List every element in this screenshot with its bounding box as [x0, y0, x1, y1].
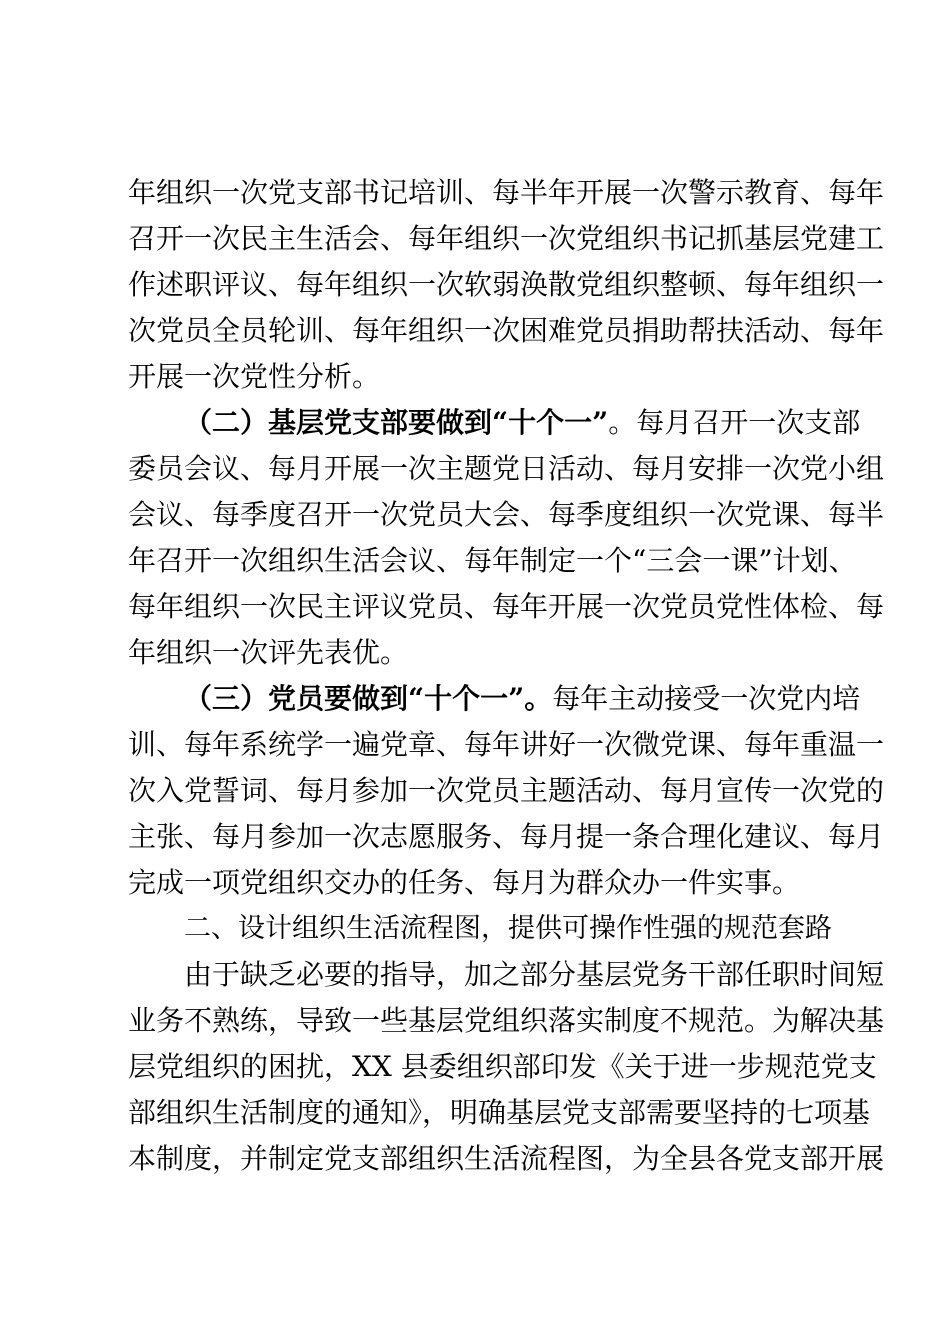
para1-line-2: 召开一次民主生活会、每年组织一次党组织书记抓基层党建工: [128, 222, 885, 255]
para2-line-5: 年组织一次评先表优。: [128, 636, 409, 669]
para4-line-2: 层党组织的困扰，XX 县委组织部印发《关于进一步规范党支: [128, 1050, 877, 1083]
para2-line-2: 会议、每季度召开一次党员大会、每季度组织一次党课、每半: [128, 498, 885, 531]
para1-line-5: 开展一次党性分析。: [128, 360, 381, 393]
para1-line-3: 作述职评议、每年组织一次软弱涣散党组织整顿、每年组织一: [128, 268, 885, 301]
para3-line-4: 完成一项党组织交办的任务、每月为群众办一件实事。: [128, 866, 801, 899]
para4-first-line: 由于缺乏必要的指导，加之部分基层党务干部任职时间短: [184, 958, 885, 991]
para2-lead-rest: 。每月召开一次支部: [608, 406, 861, 439]
para3-line-1: 训、每年系统学一遍党章、每年讲好一次微党课、每年重温一: [128, 728, 885, 761]
para3-lead-bold: （三）党员要做到“十个一”。: [184, 682, 553, 715]
para2-first-line: [184, 400, 861, 446]
para1-line-4: 次党员全员轮训、每年组织一次困难党员捐助帮扶活动、每年: [128, 314, 885, 347]
para2-lead-bold: （二）基层党支部要做到“十个一”: [184, 406, 609, 439]
para3-line-3: 主张、每月参加一次志愿服务、每月提一条合理化建议、每月: [128, 820, 885, 853]
para4-line-4: 本制度，并制定党支部组织生活流程图，为全县各党支部开展: [128, 1142, 885, 1175]
para1-line-1: 年组织一次党支部书记培训、每半年开展一次警示教育、每年: [128, 176, 885, 209]
para3-first-line: [184, 676, 861, 722]
para4-line-1: 业务不熟练，导致一些基层党组织落实制度不规范。为解决基: [128, 1004, 885, 1037]
para3-line-2: 次入党誓词、每月参加一次党员主题活动、每月宣传一次党的: [128, 774, 885, 807]
para2-line-4: 每年组织一次民主评议党员、每年开展一次党员党性体检、每: [128, 590, 885, 623]
para3-lead-rest: 每年主动接受一次党内培: [552, 682, 861, 715]
para2-line-3: 年召开一次组织生活会议、每年制定一个“三会一课”计划、: [128, 544, 857, 577]
para2-line-1: 委员会议、每月开展一次主题党日活动、每月安排一次党小组: [128, 452, 885, 485]
section-heading: 二、设计组织生活流程图，提供可操作性强的规范套路: [184, 913, 832, 944]
para4-line-3: 部组织生活制度的通知》，明确基层党支部需要坚持的七项基: [128, 1096, 871, 1129]
